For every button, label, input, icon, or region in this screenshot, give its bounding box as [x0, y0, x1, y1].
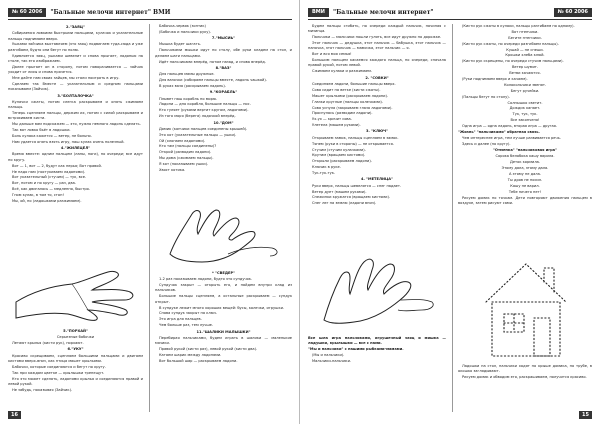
paragraph: Бегите птенчики. — [508, 35, 542, 40]
paragraph: Ключик в руке. — [312, 165, 341, 170]
paragraph: Все шла игра пальчиками, игрушечный заяц и мишка — ладушки, крылышки — все с нами. — [308, 336, 446, 346]
paragraph: Ой (хлопаем ладонями). — [159, 138, 206, 143]
paragraph: Это кот (указательные пальцы — ушки). — [159, 132, 237, 137]
section-heading: 4. "МЕТЕЛИЦА" — [361, 177, 393, 182]
paragraph: Проснулась (разводим ладони). — [312, 111, 373, 116]
paragraph: Вот птенчики. — [511, 29, 539, 34]
paragraph: Этот пальчик — дедушка, этот пальчик — бабушка, этот пальчик — папочка, этот пальчик — мамочка, этот пальчик — я. — [308, 41, 446, 51]
paragraph: Для пальцев мамы дружные. — [159, 72, 215, 77]
paragraph: (Бабочка и пальчики руку). — [159, 29, 211, 34]
paragraph: Снежинки кружатся (вращаем кистями). — [312, 195, 391, 200]
right-column-2 — [458, 24, 592, 252]
paragraph: Мальчики-пальчики. — [312, 358, 352, 363]
paragraph: Летают крылья (кисти рук), порхают. — [12, 341, 84, 346]
left-column-divider — [149, 24, 150, 412]
paragraph: Кто гуляет (руками вертит кругом, ладонями). — [159, 108, 249, 113]
paragraph: Сорока белобока кашу варила. — [495, 154, 555, 159]
paragraph: Мы, ой, по (ладошками разжимаем). — [12, 199, 82, 203]
right-page — [300, 0, 600, 424]
paragraph: Вот, потом и по кругу — раз, два. — [12, 181, 77, 186]
paragraph: Удивляется заяц, ушками шевелит и снова прыгает, ладонью на столе, так его изображаем. — [8, 53, 143, 63]
paragraph: Этому дала, этому дала. — [501, 166, 549, 171]
left-page-number: 16 — [8, 411, 21, 419]
paragraph: Кто это может сделать, ладонями крылья и соединяются правой и левой рукой. — [8, 376, 143, 387]
paragraph: Кушай — не спеши. — [506, 47, 544, 52]
left-column-1-bottom — [8, 328, 143, 412]
section-heading: 10."ДОМ" — [213, 120, 234, 125]
paragraph: (Руки поднимаем вверх и качаем). — [462, 77, 528, 82]
paragraph: Бабочка-червяк (зонтик) — [159, 24, 206, 28]
fingers-illustration — [314, 250, 442, 330]
left-column-2-bottom — [155, 270, 292, 412]
paragraph: Ладони — дно корабля, большие пальцы — нос. — [159, 102, 251, 107]
left-header-title: "Бальные мелочи интернет" ВМИ — [50, 9, 171, 16]
paragraph: Машет крыльями (раскрываем ладони). — [312, 93, 389, 98]
paragraph: Ух-ух — кричит сова. — [312, 117, 352, 122]
paragraph: Рисуем домик и обводим его, раскрашиваем, получится красиво. — [462, 375, 587, 380]
paragraph: Одна игра — одна ладонь, вторая игра — другая. — [462, 124, 557, 129]
paragraph: Вот и вся моя семья! — [312, 52, 352, 57]
paragraph: Колокольчики звенят. — [503, 82, 547, 87]
paragraph: Чем больше раз, тем лучше. — [159, 323, 214, 328]
left-header-rule — [8, 19, 292, 20]
paragraph: (Пальцы бегут по столу). — [462, 94, 510, 99]
section-heading: * "СВЕДЕР" — [212, 271, 235, 275]
paragraph: Нам удается опять взять игру, наш кулак очень полезный. — [12, 139, 125, 144]
paragraph: Из того моря (берега) лодочкой вперёд. — [159, 114, 236, 119]
paragraph: Плывет наш корабль по морю. — [159, 96, 218, 101]
paragraph: Вот указательный (стучим) — тук, все. — [12, 175, 87, 180]
section-heading: 2. "СОВКИ" — [365, 75, 389, 80]
paragraph: Кто там (пальцы соединены)? — [159, 144, 217, 149]
paragraph: Это игра для пальцев. — [159, 317, 202, 322]
paragraph: Кулачки сжаты, потом слегка раскрываем и опять сжимаем пальцы. — [8, 99, 143, 110]
paragraph: Ушками зайчика выставляем (это заяц) подвигаем туда-сюда и уже разгибаем, будто они бегут по полю. — [8, 42, 143, 52]
paragraph: Вот большой шар — раскрываем ладони. — [159, 358, 238, 363]
paragraph: Деток кормила. — [510, 160, 540, 165]
paragraph: Мы дома (сжимаем пальцы). — [159, 156, 214, 161]
paragraph: Сова уснула (закрываем глаза ладонями). — [312, 105, 393, 110]
paragraph: Идёт пальчиками вперёд, потом назад, и снова вперёд. — [159, 59, 266, 64]
paragraph: Глазки круглые (пальцы колечками). — [312, 99, 383, 104]
paragraph: Ты дров не носил. — [507, 177, 543, 182]
paragraph: (Кисти рук сжаты, по очереди разгибаем пальцы). — [462, 41, 559, 46]
paragraph: (Кисти рук скрещены, по очереди стучим пальцами). — [462, 59, 564, 64]
right-column-1-bottom — [308, 336, 446, 412]
paragraph: Пальчики — мальчики пошли гулять, все идут дружно по дорожке. — [312, 35, 442, 40]
paragraph: Руки вверх, пальцы шевелятся — снег падает. — [312, 183, 402, 188]
paragraph: Чем интереснее игра, тем лучше развивается речь. — [462, 135, 561, 140]
paragraph: Всё, как двигалось — медленно, быстро. — [12, 187, 90, 192]
paragraph: Открываем замок, пальцы сцепляем в замок. — [312, 135, 399, 140]
paragraph: Будем пальцы сгибать, по очереди каждый пальчик, начиная с мизинца. — [308, 24, 446, 34]
left-header — [8, 6, 174, 19]
paragraph: Дождик капает. — [509, 106, 541, 111]
section-heading: 4."ЖИЛЕЦЕЛ" — [60, 146, 91, 151]
hand-illustration-left — [12, 262, 140, 324]
paragraph: Собираемся ловкими быстрыми пальцами, кулачок и указательные пальцы поднимаем вверх. — [8, 31, 143, 41]
right-page-number: 15 — [579, 411, 592, 419]
paragraph: Ветер дует (машем руками). — [312, 189, 367, 194]
section-heading: 3. "КЛЮЧ" — [366, 129, 388, 134]
paragraph: Крутим (вращаем кистями). — [312, 153, 366, 158]
right-issue-prefix: ВМИ — [308, 8, 329, 17]
right-column-2-bottom — [458, 364, 592, 412]
section-heading: 6."УКУ" — [67, 347, 84, 352]
paragraph: А этому не дала. — [509, 172, 541, 177]
paragraph: Красиво скрещиваем, сцепляем большими пальцами и двигаем кистями вверх-вниз, как птица машет крыльями. — [8, 353, 143, 364]
section-heading: 3."БОЛТАЛОЧКА" — [57, 93, 94, 98]
section-heading: 8."ВАЗ" — [215, 65, 232, 70]
paragraph: Боль кулака кажется — ветер, не больно. — [12, 133, 92, 138]
paragraph: Хвост котика. — [159, 168, 186, 173]
paragraph: Кашу не варил. — [510, 183, 540, 188]
paragraph: Солнышко светит. — [507, 100, 543, 105]
section-heading: 7."МЫСИЬ" — [211, 36, 236, 41]
right-header-issue — [554, 6, 592, 19]
paragraph: Открой (разводим ладони). — [159, 150, 212, 155]
dotted-house-drawing — [478, 256, 574, 360]
paragraph: Правой рукой (кисти раз), левой рукой (кисти два). — [159, 347, 258, 352]
paragraph: Снова сундук закрыт на ключ. — [159, 311, 217, 316]
paragraph: Теперь сцепляем пальцы, держим их, потом с силой раскрываем и встряхиваем кисти. — [8, 111, 143, 121]
paragraph: Большим пальцем касаемся каждого пальца, по очереди, сначала правой рукой, потом левой. — [308, 58, 446, 68]
paragraph: Пальчиками мышки идут по столу, обе руки кладем на стол, и делаем шаги пальцами. — [155, 48, 292, 58]
paragraph: Так вот ловко бьёт в ладошки. — [12, 128, 71, 133]
left-column-1 — [8, 24, 143, 254]
paragraph: Ветви качаются. — [509, 71, 541, 76]
paragraph: Мы дальше вам подскажем — это, нужно немного ладонь сделать. — [12, 122, 141, 127]
section-heading: 9."КОРАБЛЬ" — [209, 90, 238, 95]
paragraph: Улетела (машем руками). — [312, 123, 361, 128]
paragraph: Тянем (руки в стороны) — не открывается. — [312, 141, 394, 146]
left-column-2 — [155, 24, 292, 202]
paragraph: Мышка будет шагать. — [159, 42, 201, 47]
paragraph: Я кот (показываем ушки). — [159, 162, 209, 167]
paragraph: Не надо нам (постукиваем ладонями). — [12, 169, 86, 174]
paragraph: (Мы и пальчики). — [312, 353, 345, 358]
paragraph: Гном кулак, в том то, стоп! — [12, 193, 64, 198]
paragraph: Соединяем ладони, большие пальцы вверх. — [312, 81, 396, 86]
paragraph: Сундучок закрыт — открыть его, и найдем внутри клад из пальчиков. — [155, 283, 292, 293]
paragraph: Катаем шарик между ладонями. — [159, 352, 222, 357]
paragraph: "Мы и пальчики" с нашими рыбками-мамами. — [308, 347, 404, 352]
paragraph: Снег лег на землю (ладони вниз). — [312, 201, 377, 206]
left-issue-badge: № 60 2006 — [8, 8, 46, 17]
paragraph: Бегут ручейки. — [510, 88, 540, 93]
paragraph: Перебирая пальчиками, будем играть в шалики — маленькие мячики. — [155, 335, 292, 346]
paragraph: Сжимаем кулаки и разжимаем. — [312, 69, 372, 74]
paragraph: (Кисти рук сжаты в кулаки, пальцы разгибаем по одному). — [462, 24, 575, 28]
paragraph: Тебе ничего нет! — [508, 189, 542, 194]
paragraph: Тук, тук, тук. — [512, 112, 538, 117]
paragraph: Время вместе: одним пальцем (лапы, ноги), по очереди; все идут по кругу. — [8, 152, 143, 162]
paragraph: Рисуем домик по точкам. Дети повторяют движения пальцем в воздухе, затем рисуют сами. — [458, 195, 592, 205]
paragraph: Бабочки, которые соединяются и бегут по кругу. — [12, 364, 106, 369]
paragraph: Ладошки на стол, пальчики ходят по крыше домика, по трубе, в окошко заглядывают. — [458, 364, 592, 374]
paragraph: Открыли (раскрываем ладони). — [312, 159, 372, 164]
paragraph: Серьезные бабочки — [56, 335, 95, 340]
section-heading: "Отменка" "пальчиковая игра" — [493, 148, 557, 153]
paragraph: 1-2 раз показываем ладони, будто это сундучок. — [159, 277, 253, 282]
right-header — [308, 6, 438, 19]
paragraph: Большие пальцы сцепляем, а остальные раскрываем — сундук открыт. — [155, 294, 292, 304]
paragraph: Все закончено! — [510, 118, 540, 123]
paragraph: Мне дайте нам своих зайцев, мы стали поиграть в игру. — [12, 76, 120, 81]
paragraph: В сундуке лежит много хороших вещей: бусы, колечки, игрушки. — [159, 305, 285, 310]
paragraph: Далее прыгает он в сторону, потом поворачивается — зайчик уходит от лисы и снова прячется. — [8, 64, 143, 75]
paragraph: Не забудь, показывая (Зайчик). — [12, 387, 73, 392]
paragraph: Сделаем так Вместе — указательным и средним пальцами показываем (Зайчик). — [8, 81, 143, 92]
right-column-1 — [308, 24, 446, 246]
right-column-divider — [452, 24, 453, 412]
paragraph: Вот — 1, вот — 2, будут как перья; Вот правой. — [12, 163, 102, 168]
paragraph: Сова сидит на ветке (кисти сжаты). — [312, 87, 381, 92]
paragraph: Тук-тук-тук. — [312, 171, 336, 176]
paragraph: Стучим (стучим кулачками). — [312, 147, 366, 152]
hand-illustration-right — [162, 204, 286, 266]
paragraph: Ветер шумит. — [511, 65, 539, 70]
section-heading: 11."ШАЛИКИ МАЛЫШКИ" — [196, 329, 251, 334]
right-issue-badge: № 60 2006 — [554, 8, 592, 17]
paragraph: Так при каждом цветке — крылышки трепещут. — [12, 370, 105, 375]
section-heading: 5."ПОРХАЙ" — [63, 329, 88, 333]
right-header-title: "Бальные мелочи интернет" — [332, 9, 434, 16]
paragraph: Здесь и далее (по кругу). — [462, 141, 511, 146]
paragraph: Для вазочки (собираем пальцы вместе, ладонь чашкой). — [159, 78, 267, 83]
paragraph: "Жизнь" "пальчиками" обратная связь. — [458, 130, 540, 135]
paragraph: В руках ваза (раскрываем ладонь). — [159, 83, 226, 88]
right-header-rule — [308, 19, 592, 20]
section-heading: 2."ЗАЯЦ" — [65, 25, 86, 29]
paragraph: Крошки хлеба клюй. — [505, 53, 545, 58]
paragraph: Домик (кончики пальцев соединены крышей). — [159, 126, 248, 131]
